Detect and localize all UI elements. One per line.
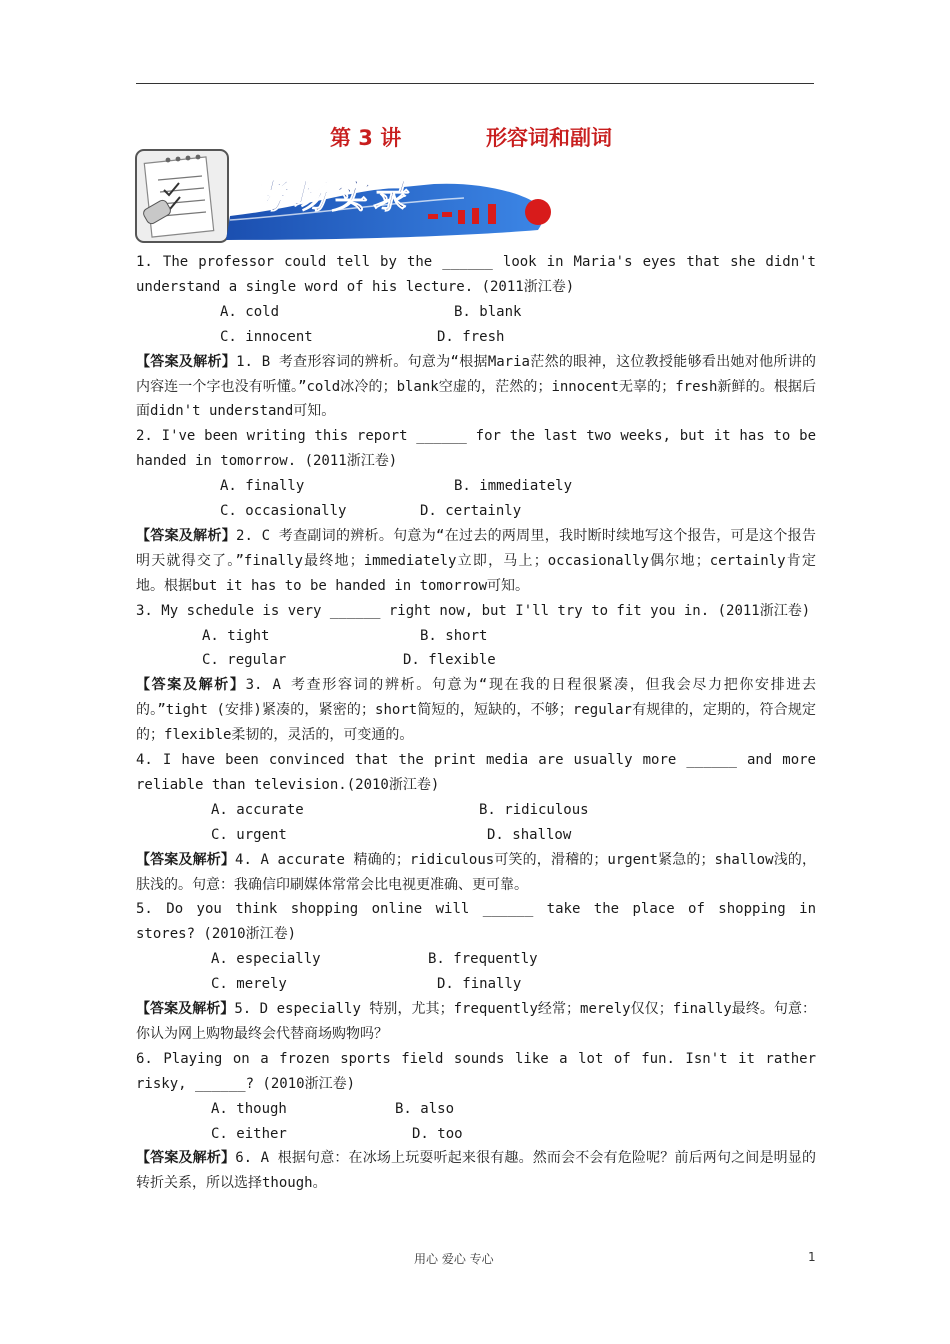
- question-stem: 1. The professor could tell by the ______ look in Maria's eyes that she didn't understand a single word of his lecture. (2011浙江卷): [136, 254, 816, 295]
- answer-text: 3. A 考查形容词的辨析。句意为“现在我的日程很紧凑，但我会尽力把你安排进去的。”tight (安排)紧凑的，紧密的；short简短的，短缺的，不够；regular有规律的，定期的，符合规定的；flexible柔韧的，灵活的，可变通的。: [136, 677, 816, 744]
- question-stem: 6. Playing on a frozen sports field sounds like a lot of fun. Isn't it rather risky, ______? (2010浙江卷): [136, 1050, 816, 1092]
- answer-tag: 【答案及解析】: [136, 851, 236, 868]
- answer-tag: 【答案及解析】: [136, 1001, 235, 1018]
- option-d: D. flexible: [403, 652, 496, 669]
- option-row: [136, 648, 816, 673]
- answer-text: 5. D especially 特别，尤其；frequently经常；merely仅仅；finally最终。句意：你认为网上购物最终会代替商场购物吗？: [136, 1001, 817, 1042]
- answer-text: 1. B 考查形容词的辨析。句意为“根据Maria茫然的眼神，这位教授能够看出她对他所讲的内容连一个字也没有听懂。”cold冰冷的；blank空虚的，茫然的；innocent无辜的；fresh新鲜的。根据后面didn't understand可知。: [136, 353, 817, 420]
- option-b: B. blank: [454, 303, 522, 320]
- header-rule: [136, 83, 814, 84]
- lecture-number: 第 3 讲: [330, 126, 402, 150]
- option-d: D. too: [412, 1125, 463, 1142]
- option-c: C. either: [211, 1125, 287, 1142]
- option-row: [136, 823, 816, 848]
- page-number: 1: [808, 1250, 816, 1264]
- option-row: [136, 474, 816, 499]
- option-b: B. immediately: [454, 478, 573, 495]
- option-row: [136, 1122, 816, 1147]
- option-d: D. finally: [437, 976, 522, 993]
- answer-explanation: [136, 848, 816, 898]
- option-c: C. regular: [202, 652, 287, 669]
- option-row: [136, 300, 816, 325]
- option-a: A. tight: [202, 627, 270, 644]
- option-row: [136, 1097, 816, 1122]
- question-list: [136, 250, 816, 1196]
- option-row: [136, 499, 816, 524]
- option-c: C. urgent: [211, 826, 287, 843]
- option-row: [136, 624, 816, 649]
- option-row: [136, 325, 816, 350]
- question-4: [136, 748, 816, 897]
- question-stem: 4. I have been convinced that the print media are usually more ______ and more reliable than television.(2010浙江卷): [136, 752, 816, 793]
- question-stem: 2. I've been writing this report ______ for the last two weeks, but it has to be handed in tomorrow. (2011浙江卷): [136, 428, 816, 470]
- option-a: A. cold: [220, 303, 280, 320]
- answer-tag: 【答案及解析】: [136, 527, 237, 544]
- option-c: C. occasionally: [220, 503, 347, 520]
- option-a: A. accurate: [211, 801, 304, 818]
- option-row: [136, 798, 816, 823]
- option-row: [136, 947, 816, 972]
- option-d: D. shallow: [487, 826, 572, 843]
- answer-tag: 【答案及解析】: [136, 1150, 236, 1167]
- answer-explanation: [136, 524, 816, 599]
- question-2: [136, 424, 816, 598]
- answer-tag: 【答案及解析】: [136, 677, 246, 694]
- notepad-icon: [136, 150, 228, 242]
- banner-title: 考场实录: [252, 177, 412, 217]
- option-b: B. ridiculous: [479, 801, 589, 818]
- option-a: A. though: [211, 1100, 287, 1117]
- answer-text: 6. A 根据句意：在冰场上玩耍听起来很有趣。然而会不会有危险呢？前后两句之间是明显的转折关系，所以选择though。: [136, 1150, 816, 1192]
- option-c: C. merely: [211, 976, 287, 993]
- option-b: B. short: [420, 627, 488, 644]
- question-stem: 5. Do you think shopping online will ______ take the place of shopping in stores? (2010浙江卷): [136, 901, 816, 943]
- option-c: C. innocent: [220, 328, 313, 345]
- option-a: A. especially: [211, 951, 321, 968]
- answer-explanation: [136, 350, 816, 425]
- answer-tag: 【答案及解析】: [136, 353, 237, 370]
- question-1: [136, 250, 816, 424]
- option-d: D. certainly: [420, 503, 522, 520]
- exam-banner: [134, 148, 558, 246]
- answer-text: 4. A accurate 精确的；ridiculous可笑的，滑稽的；urgent紧急的；shallow浅的，肤浅的。句意：我确信印刷媒体常常会比电视更准确、更可靠。: [136, 851, 816, 893]
- question-stem: 3. My schedule is very ______ right now, but I'll try to fit you in. (2011浙江卷): [136, 602, 811, 619]
- answer-explanation: [136, 1146, 816, 1196]
- option-row: [136, 972, 816, 997]
- question-5: [136, 897, 816, 1046]
- question-6: [136, 1047, 816, 1196]
- lecture-topic: 形容词和副词: [486, 126, 612, 150]
- answer-explanation: [136, 673, 816, 748]
- question-3: [136, 599, 816, 748]
- option-d: D. fresh: [437, 328, 505, 345]
- option-b: B. also: [395, 1100, 455, 1117]
- answer-text: 2. C 考查副词的辨析。句意为“在过去的两周里，我时断时续地写这个报告，可是这个报告明天就得交了。”finally最终地；immediately立即，马上；occasionally偶尔地；certainly肯定地。根据but it has to be handed in tomorrow可知。: [136, 527, 816, 594]
- option-a: A. finally: [220, 478, 305, 495]
- option-b: B. frequently: [428, 951, 538, 968]
- footer-motto: 用心 爱心 专心: [414, 1252, 494, 1266]
- answer-explanation: [136, 997, 816, 1047]
